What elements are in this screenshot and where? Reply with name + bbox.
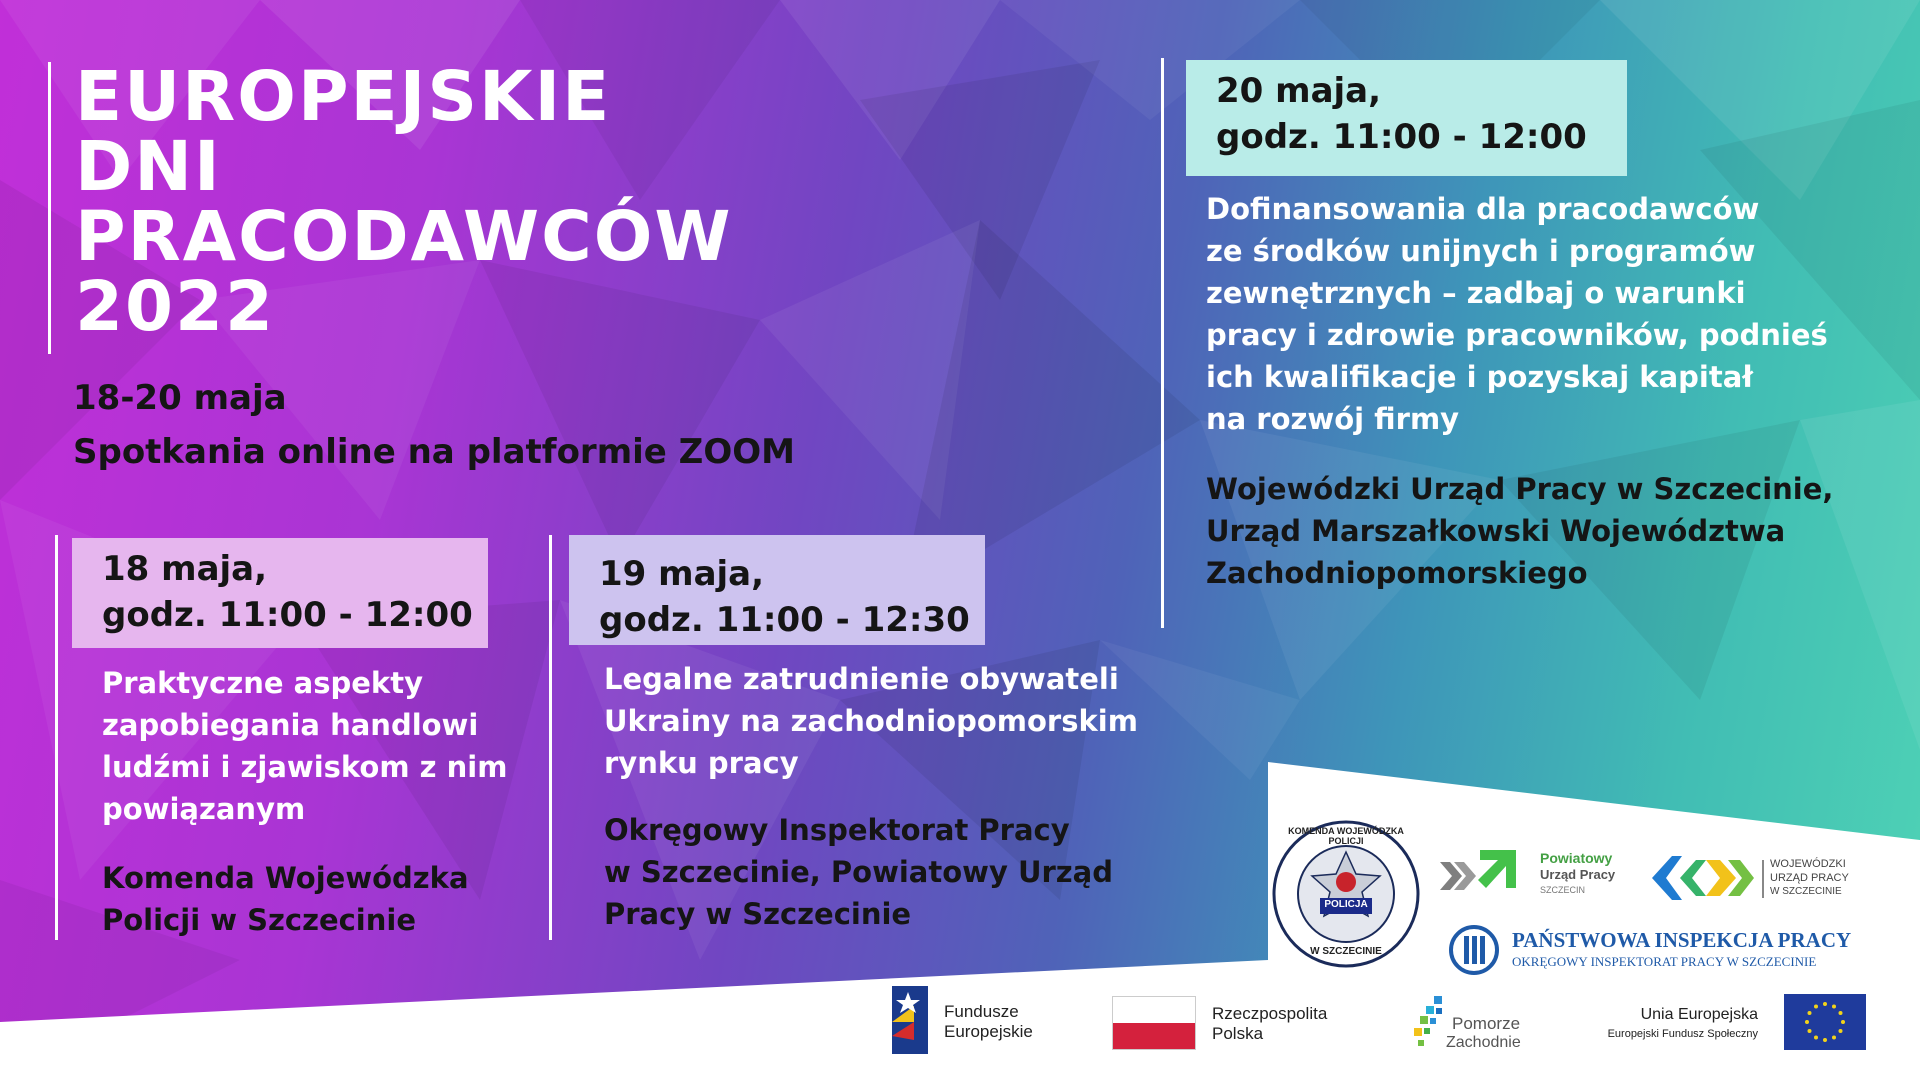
pip-logo [1448, 924, 1868, 976]
event-1-time: godz. 11:00 - 12:00 [102, 595, 473, 635]
rzeczpospolita-polska-logo [1110, 994, 1360, 1050]
wup-line-2: URZĄD PRACY [1770, 872, 1849, 884]
organizer-line: w Szczecinie, Powiatowy Urząd [604, 855, 1114, 889]
topic-line: powiązanym [102, 792, 306, 826]
topic-line: Legalne zatrudnienie obywateli [604, 662, 1119, 696]
fundusze-europejskie-logo [890, 982, 1070, 1058]
event-3-time: godz. 11:00 - 12:00 [1216, 117, 1587, 157]
police-arc-top: KOMENDA WOJEWÓDZKA POLICJI [1288, 826, 1404, 846]
event-1-date: 18 maja, [102, 549, 268, 589]
organizer-line: Pracy w Szczecinie [604, 897, 912, 931]
topic-line: Praktyczne aspekty [102, 666, 423, 700]
pz-line-1: Pomorze [1452, 1014, 1521, 1033]
unia-europejska-logo [1590, 994, 1880, 1054]
organizer-line: Zachodniopomorskiego [1206, 556, 1588, 590]
organizer-line: Wojewódzki Urząd Pracy w Szczecinie, [1206, 472, 1834, 506]
topic-line: Ukrainy na zachodniopomorskim [604, 704, 1138, 738]
pip-line-1: PAŃSTWOWA INSPEKCJA PRACY [1512, 928, 1852, 952]
topic-line: ze środków unijnych i programów [1206, 234, 1756, 268]
organizer-line: Urząd Marszałkowski Województwa [1206, 514, 1786, 548]
ue-line-1: Unia Europejska [1640, 1006, 1758, 1023]
wup-line-3: W SZCZECINIE [1770, 886, 1842, 897]
fe-star-icon [890, 982, 930, 1058]
title-line: EUROPEJSKIE [75, 57, 612, 137]
topic-line: pracy i zdrowie pracowników, podnieś [1206, 318, 1828, 352]
wup-arrows-icon [1650, 848, 1754, 908]
pup-line-1: Powiatowy [1540, 850, 1613, 866]
wup-divider [1762, 860, 1764, 898]
pip-line-2: OKRĘGOWY INSPEKTORAT PRACY W SZCZECINIE [1512, 954, 1817, 969]
pup-szczecin-logo [1440, 848, 1630, 904]
police-logo [1270, 818, 1422, 970]
rp-line-1: Rzeczpospolita [1212, 1004, 1328, 1023]
topic-line: zewnętrznych – zadbaj o warunki [1206, 276, 1746, 310]
rp-line-2: Polska [1212, 1024, 1264, 1043]
title-line: PRACODAWCÓW [75, 197, 733, 277]
wup-szczecin-logo [1650, 848, 1870, 908]
topic-line: rynku pracy [604, 746, 799, 780]
title-line: 2022 [75, 267, 276, 347]
event-2-time: godz. 11:00 - 12:30 [599, 600, 970, 640]
police-arc-bottom: W SZCZECINIE [1310, 946, 1382, 957]
event-2-date: 19 maja, [599, 554, 765, 594]
topic-line: na rozwój firmy [1206, 402, 1460, 436]
fe-line-2: Europejskie [944, 1022, 1033, 1041]
organizer-line: Policji w Szczecinie [102, 903, 417, 937]
police-badge-text: POLICJA [1324, 899, 1368, 910]
wup-line-1: WOJEWÓDZKI [1770, 858, 1846, 870]
topic-line: zapobiegania handlowi [102, 708, 479, 742]
pup-line-3: SZCZECIN [1540, 885, 1585, 895]
platform-info: Spotkania online na platformie ZOOM [73, 432, 795, 472]
pomorze-zachodnie-logo [1410, 994, 1550, 1054]
pz-line-2: Zachodnie [1446, 1034, 1521, 1051]
event-3-date: 20 maja, [1216, 71, 1382, 111]
pip-emblem-icon [1448, 924, 1500, 976]
topic-line: ich kwalifikacje i pozyskaj kapitał [1206, 360, 1754, 394]
fe-line-1: Fundusze [944, 1002, 1019, 1021]
pup-arrows-icon [1440, 848, 1530, 904]
pup-line-2: Urząd Pracy [1540, 867, 1616, 882]
polish-flag-icon [1112, 996, 1196, 1050]
eu-flag-icon [1784, 994, 1866, 1050]
topic-line: ludźmi i zjawiskom z nim [102, 750, 508, 784]
topic-line: Dofinansowania dla pracodawców [1206, 192, 1760, 226]
ue-line-2: Europejski Fundusz Społeczny [1607, 1028, 1758, 1040]
title-line: DNI [75, 127, 222, 207]
organizer-line: Okręgowy Inspektorat Pracy [604, 813, 1070, 847]
date-range: 18-20 maja [73, 378, 287, 418]
organizer-line: Komenda Wojewódzka [102, 861, 469, 895]
